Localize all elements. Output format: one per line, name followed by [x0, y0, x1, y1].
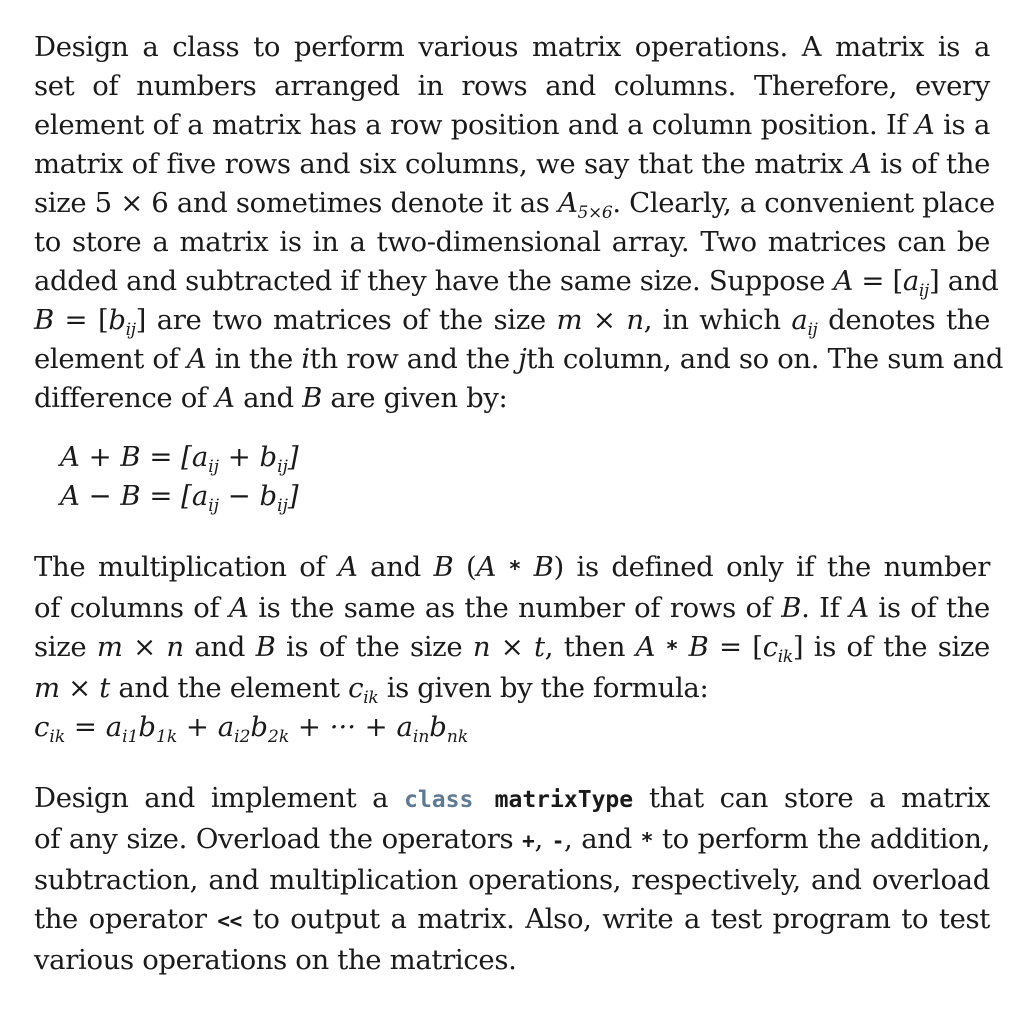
text-line [34, 106, 990, 145]
text-run: . Clearly, a convenient place [612, 187, 995, 219]
2k-subscript: 2k [268, 726, 290, 747]
class-keyword: class [404, 787, 474, 813]
var-a-elem: a [191, 480, 209, 512]
var-n: n [626, 304, 644, 336]
text-run: ] and [928, 265, 999, 297]
text-run: = [ [53, 304, 109, 336]
var-c: c [348, 672, 364, 704]
ik-subscript: ik [777, 646, 793, 667]
text-line [34, 184, 995, 223]
var-i: i [301, 343, 310, 375]
var-b-elem: b [259, 441, 278, 473]
var-a-elem: a [191, 441, 209, 473]
text-run: = [ [853, 265, 903, 297]
text-run: , then [544, 631, 636, 663]
text-run: ] [135, 304, 147, 336]
var-a-elem: a [396, 711, 413, 743]
text-run: in the [206, 343, 302, 375]
text-run: is the same as the number of rows of [248, 592, 782, 624]
text-line [34, 379, 990, 418]
text-run: = [ [708, 631, 763, 663]
size-subscript: 5×6 [577, 202, 613, 223]
text-run: Design a class to perform various matrix operations. A matrix is a [34, 31, 990, 63]
var-b: B [302, 382, 322, 414]
close-bracket: ] [287, 441, 299, 473]
intro-paragraph [34, 28, 1004, 418]
text-run: is of the [871, 148, 990, 180]
text-line [34, 301, 990, 340]
var-m: m [556, 304, 583, 336]
var-b-elem: b [259, 480, 278, 512]
task-paragraph [34, 779, 990, 980]
text-run: The multiplication of [34, 551, 338, 583]
text-line [34, 262, 999, 301]
text-run: are given by: [321, 382, 508, 414]
text-run: element of [34, 343, 187, 375]
var-a-elem: a [791, 304, 808, 336]
var-b: B [688, 631, 709, 663]
plus-sign: + [219, 441, 260, 473]
text-run: the operator [34, 903, 218, 935]
text-run: , in which [643, 304, 792, 336]
text-run: Design and implement a [34, 782, 405, 814]
text-run: various operations on the matrices. [34, 944, 517, 976]
var-t: t [534, 631, 545, 663]
text-run: × [59, 672, 100, 704]
var-a: A [215, 382, 235, 414]
text-line [34, 589, 990, 628]
var-b-elem: b [138, 711, 157, 743]
var-b: B [533, 551, 554, 583]
star-operator: * [508, 557, 521, 581]
text-run: and the element [109, 672, 349, 704]
var-a: A [186, 343, 207, 375]
plus-operator: + [522, 829, 535, 853]
star-operator: * [640, 829, 654, 853]
text-run: of columns of [34, 592, 230, 624]
text-run: is given by the formula: [378, 672, 709, 704]
multiplication-paragraph [34, 548, 990, 708]
text-run: , and [563, 823, 641, 855]
var-a: A [337, 551, 358, 583]
text-run: and [357, 551, 434, 583]
text-run: ) is defined only if the number [553, 551, 990, 583]
text-run: , [534, 823, 552, 855]
text-run: size [34, 631, 97, 663]
text-run: difference of [34, 382, 216, 414]
document-page [34, 28, 1004, 980]
ij-subscript: ij [208, 495, 219, 516]
star-operator: * [665, 637, 679, 661]
sum-equation [34, 438, 990, 477]
text-line [34, 779, 990, 820]
ij-subscript: ij [277, 495, 288, 516]
ij-subscript: ij [918, 280, 929, 301]
var-t: t [99, 672, 110, 704]
ij-subscript: ij [208, 456, 219, 477]
text-run: added and subtracted if they have the same size. Suppose [34, 265, 834, 297]
var-b-elem: b [429, 711, 447, 743]
var-a: A [833, 265, 853, 297]
ellipsis-terms: + ··· + [289, 711, 397, 743]
var-b: B [433, 551, 454, 583]
var-a: A [851, 148, 872, 180]
minus-operator: - [551, 829, 564, 853]
difference-equation [34, 477, 990, 516]
text-run: size 5 × 6 and sometimes denote it as [34, 187, 558, 219]
text-line [34, 67, 990, 106]
text-line [34, 861, 990, 900]
var-m: m [96, 631, 123, 663]
var-a: A [635, 631, 656, 663]
ij-subscript: ij [277, 456, 288, 477]
var-b: B [255, 631, 276, 663]
var-j: j [518, 343, 527, 375]
text-run: element of a matrix has a row position and a column position. If [34, 109, 915, 141]
var-a: A [557, 187, 578, 219]
text-run: ] is of the size [792, 631, 990, 663]
var-a: A [476, 551, 496, 583]
var-b-elem: b [250, 711, 269, 743]
text-run: and [183, 631, 256, 663]
text-line [34, 628, 990, 669]
text-run: th row and the [309, 343, 519, 375]
var-c: c [34, 711, 50, 743]
close-bracket: ] [287, 480, 299, 512]
text-line [34, 548, 990, 589]
var-a-elem: a [217, 711, 235, 743]
ij-subscript: ij [807, 319, 818, 340]
text-run: × [490, 631, 535, 663]
var-b: B [781, 592, 802, 624]
eq-left: A + B = [ [60, 441, 192, 473]
var-a-elem: a [902, 265, 919, 297]
text-run: × [122, 631, 167, 663]
eq-left: A − B = [ [60, 480, 192, 512]
text-run: to output a matrix. Also, write a test program to test [241, 903, 991, 935]
ik-subscript: ik [363, 687, 379, 708]
var-a: A [914, 109, 935, 141]
output-operator: << [217, 909, 242, 933]
text-run: ( [453, 551, 477, 583]
text-run: and [234, 382, 303, 414]
text-run: matrix of five rows and six columns, we say that the matrix [34, 148, 852, 180]
text-run: subtraction, and multiplication operations, respectively, and overload [34, 864, 990, 896]
ij-subscript: ij [125, 319, 136, 340]
text-run: to store a matrix is in a two-dimensional array. Two matrices can be [34, 226, 990, 258]
text-run: × [582, 304, 627, 336]
text-run: is of the size [275, 631, 473, 663]
code-space [473, 787, 494, 813]
nk-subscript: nk [446, 726, 469, 747]
equals-sign: = [65, 711, 106, 743]
var-b-elem: b [108, 304, 126, 336]
text-run: set of numbers arranged in rows and columns. Therefore, every [34, 70, 990, 102]
text-line [34, 340, 1004, 379]
text-run: are two matrices of the size [146, 304, 557, 336]
var-n: n [472, 631, 491, 663]
text-line [34, 669, 990, 708]
text-line [34, 28, 990, 67]
text-run: is of the [868, 592, 990, 624]
var-a-elem: a [105, 711, 123, 743]
plus-sign: + [177, 711, 218, 743]
text-line [34, 941, 990, 980]
text-run: th column, and so on. The sum and [526, 343, 1004, 375]
text-run: that can store a matrix [633, 782, 990, 814]
in-subscript: in [412, 726, 430, 747]
text-line [34, 223, 990, 262]
var-n: n [166, 631, 184, 663]
text-run: is a [934, 109, 990, 141]
1k-subscript: 1k [156, 726, 178, 747]
var-a: A [229, 592, 249, 624]
text-line [34, 145, 990, 184]
i2-subscript: i2 [234, 726, 251, 747]
text-run: to perform the addition, [653, 823, 990, 855]
i1-subscript: i1 [122, 726, 139, 747]
var-c: c [762, 631, 778, 663]
product-formula [34, 708, 990, 747]
var-m: m [34, 672, 60, 704]
text-run: denotes the [817, 304, 990, 336]
var-a: A [849, 592, 869, 624]
text-line [34, 820, 990, 861]
ik-subscript: ik [49, 726, 66, 747]
minus-sign: − [219, 480, 260, 512]
text-run: . If [801, 592, 850, 624]
matrixtype-identifier: matrixType [494, 787, 634, 813]
text-run: of any size. Overload the operators [34, 823, 523, 855]
text-line [34, 900, 990, 941]
var-b: B [34, 304, 54, 336]
